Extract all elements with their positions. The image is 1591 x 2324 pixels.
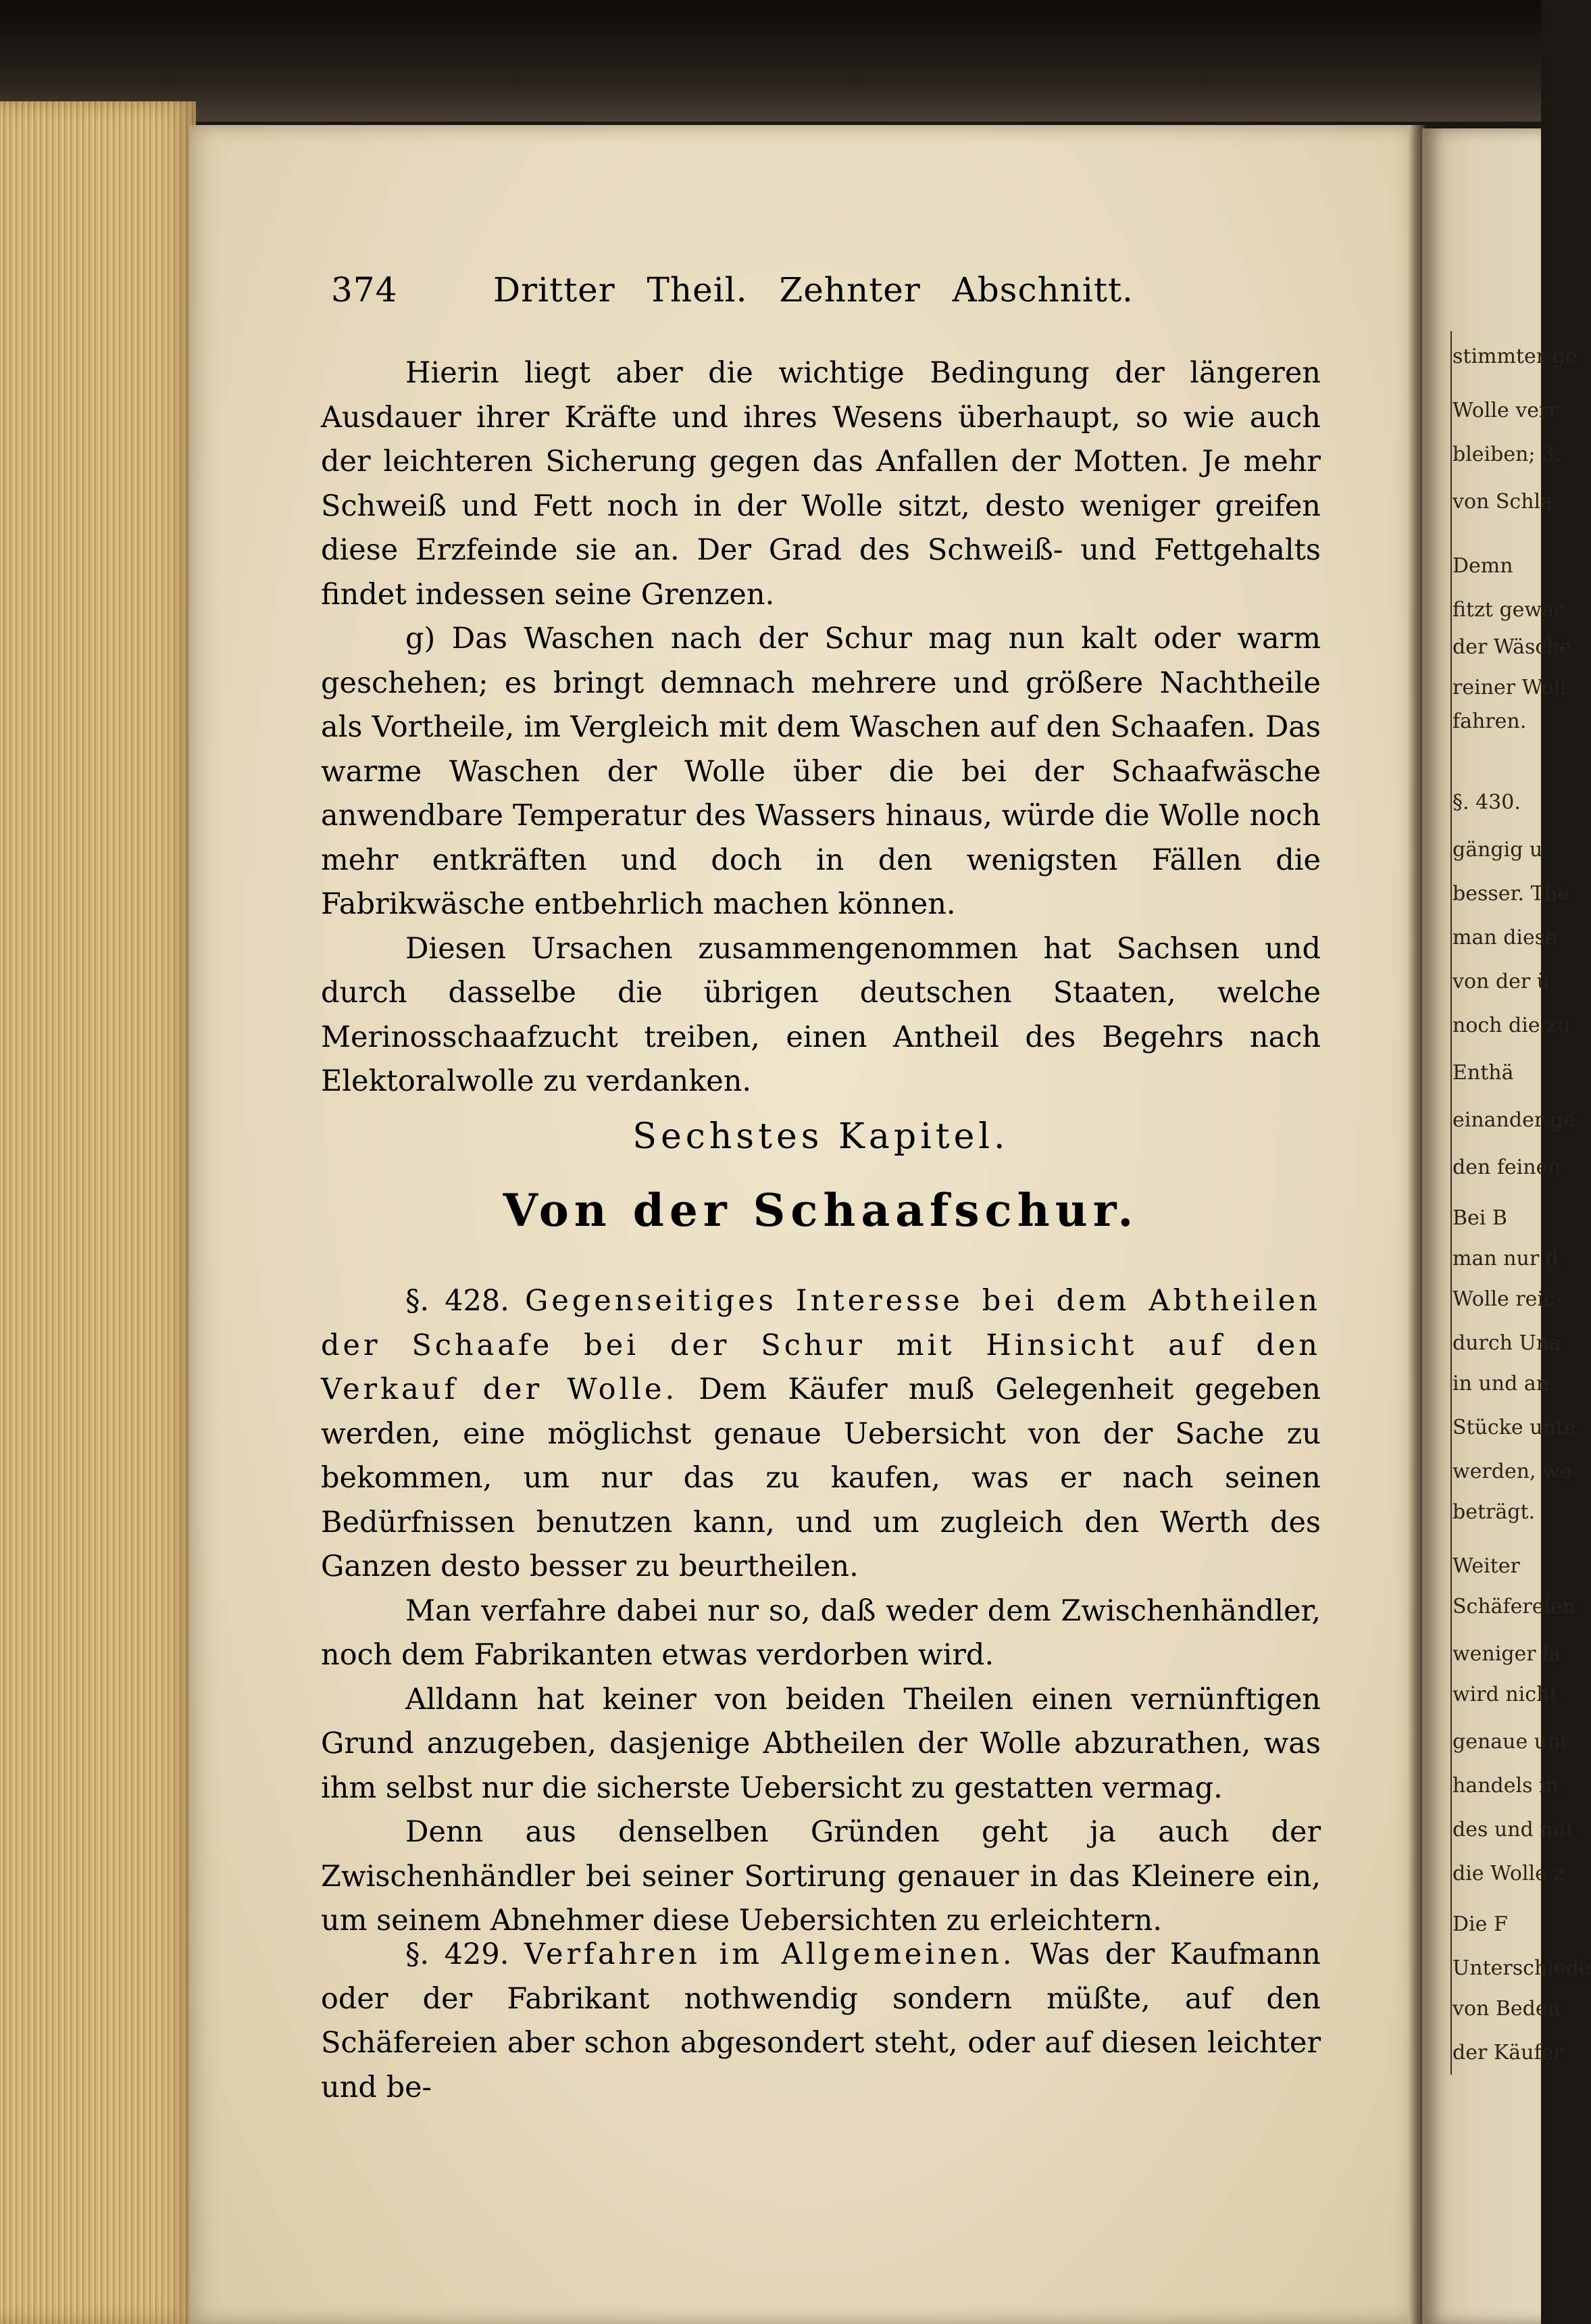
chapter-title: Von der Schaafschur. xyxy=(503,1184,1139,1237)
facing-page-line: von Bedeu xyxy=(1453,1997,1561,2021)
paragraph: Man verfahre dabei nur so, daß weder dem Zwischenhändler, noch dem Fabrikanten etwas verdorben wird. xyxy=(321,1593,1321,1672)
facing-page-line: Wolle reic xyxy=(1453,1287,1555,1311)
facing-page-line: §. 430. xyxy=(1453,791,1521,814)
facing-page-line: noch die zu xyxy=(1453,1014,1571,1037)
section-number: §. 429. xyxy=(405,1937,509,1971)
facing-page-line: man nur d xyxy=(1453,1247,1559,1270)
facing-page-line: fitzt gewac xyxy=(1453,598,1565,622)
facing-page-line: fahren. xyxy=(1453,710,1527,733)
facing-page-line: durch Una xyxy=(1453,1331,1562,1355)
facing-page-line: werden, we xyxy=(1453,1460,1572,1483)
facing-page-line: gängig u xyxy=(1453,838,1543,862)
paragraph: Hierin liegt aber die wichtige Bedingung der längeren Ausdauer ihrer Kräfte und ihres Wesens überhaupt, so wie auch der leichteren Sicherung gegen das Anfallen der Motten. Je mehr Schweiß und Fett noch in der Wolle sitzt, desto weniger greifen diese Erzfeinde sie an. Der Grad des Schweiß- und Fettgehalts findet indessen seine Grenzen. xyxy=(321,356,1321,612)
paragraph: Alldann hat keiner von beiden Theilen einen vernünftigen Grund anzugeben, dasjenige Abtheilen der Wolle abzurathen, was ihm selbst nur die sicherste Uebersicht zu gestatten vermag. xyxy=(321,1682,1321,1805)
facing-page-line: des und mit xyxy=(1453,1818,1574,1841)
facing-page-line: in und an xyxy=(1453,1372,1550,1395)
facing-page-rule xyxy=(1450,331,1452,2075)
facing-page-line: bleiben; 3. xyxy=(1453,443,1561,466)
facing-page-line: von der ü xyxy=(1453,970,1550,993)
paragraph: g) Das Waschen nach der Schur mag nun kalt oder warm geschehen; es bringt demnach mehrere und größere Nachtheile als Vortheile, im Vergleich mit dem Waschen auf den Schaafen. Das warme Waschen der Wolle über die bei der Schaafwäsche anwendbare Temperatur des Wassers hinaus, würde die Wolle noch mehr entkräften und doch in den wenigsten Fällen die Fabrikwäsche entbehrlich machen können. xyxy=(321,622,1321,921)
facing-page-line: Die F xyxy=(1453,1912,1508,1936)
facing-page-line: der Wäsche xyxy=(1453,635,1572,659)
section-number: §. 428. xyxy=(405,1284,509,1318)
running-header xyxy=(331,270,1209,318)
facing-page-line: den feinen xyxy=(1453,1156,1561,1179)
section-heading: Verfahren im Allgemeinen. xyxy=(524,1937,1015,1971)
facing-page-line: Unterschiede xyxy=(1453,1956,1591,1980)
chapter-label: Sechstes Kapitel. xyxy=(632,1116,1009,1157)
facing-page-line: handels in xyxy=(1453,1774,1559,1798)
paragraph: Denn aus denselben Gründen geht ja auch der Zwischenhändler bei seiner Sortirung genauer in das Kleinere ein, um seinem Abnehmer diese Uebersichten zu erleichtern. xyxy=(321,1815,1321,1937)
facing-page-line: beträgt. xyxy=(1453,1500,1536,1524)
facing-page-line: besser. The xyxy=(1453,882,1569,906)
section-429 xyxy=(321,1933,1321,2110)
facing-page-line: man diese xyxy=(1453,926,1557,949)
book-page-edges xyxy=(0,101,196,2324)
page-number: 374 xyxy=(331,270,398,310)
running-title: Dritter Theil. Zehnter Abschnitt. xyxy=(493,270,1134,310)
facing-page-line: einander ge xyxy=(1453,1108,1575,1132)
facing-page-line: reiner Woll xyxy=(1453,676,1567,699)
scan-background xyxy=(0,0,1541,122)
paragraph: Diesen Ursachen zusammengenommen hat Sachsen und durch dasselbe die übrigen deutschen Staaten, welche Merinosschaafzucht treiben, einen Antheil des Begehrs nach Elektoralwolle zu verdanken. xyxy=(321,931,1321,1098)
facing-page-line: wird nicht xyxy=(1453,1683,1558,1706)
section-text: Was der Kaufmann oder der Fabrikant nothwendig sondern müßte, auf den Schäfereien aber schon abgesondert steht, oder auf diesen leichter und be- xyxy=(321,1937,1321,2104)
facing-page-line: Enthä xyxy=(1453,1061,1514,1085)
section-428 xyxy=(321,1279,1321,1944)
facing-page-line: Wolle verr xyxy=(1453,399,1559,422)
facing-page-line: Bei B xyxy=(1453,1206,1507,1230)
facing-page-line: von Schla xyxy=(1453,490,1553,514)
facing-page-line: genaue unt xyxy=(1453,1730,1569,1754)
facing-page-line: Schäfereien xyxy=(1453,1595,1576,1618)
section-paragraph xyxy=(321,1279,1321,1589)
section-heading: Gegenseitiges Interesse bei dem Abtheilen der Schaafe bei der Schur mit Hinsicht auf den Verkauf der Wolle. xyxy=(321,1284,1321,1406)
facing-page-line: Stücke unte xyxy=(1453,1416,1576,1439)
facing-page-line: Weiter xyxy=(1453,1554,1520,1578)
facing-page-line: stimmter ge xyxy=(1453,345,1577,368)
section-text: Dem Käufer muß Gelegenheit gegeben werden, eine möglichst genaue Uebersicht von der Sache zu bekommen, um nur das zu kaufen, was er nach seinen Bedürfnissen benutzen kann, und um zugleich den Werth des Ganzen desto besser zu beurtheilen. xyxy=(321,1373,1321,1583)
facing-page-line: die Wolle z xyxy=(1453,1862,1565,1885)
facing-page-line: der Käufer xyxy=(1453,2041,1563,2065)
section-paragraph xyxy=(321,1933,1321,2110)
facing-page-line: weniger la xyxy=(1453,1642,1561,1666)
body-text-top xyxy=(321,351,1321,1104)
facing-page-line: Demn xyxy=(1453,554,1513,578)
